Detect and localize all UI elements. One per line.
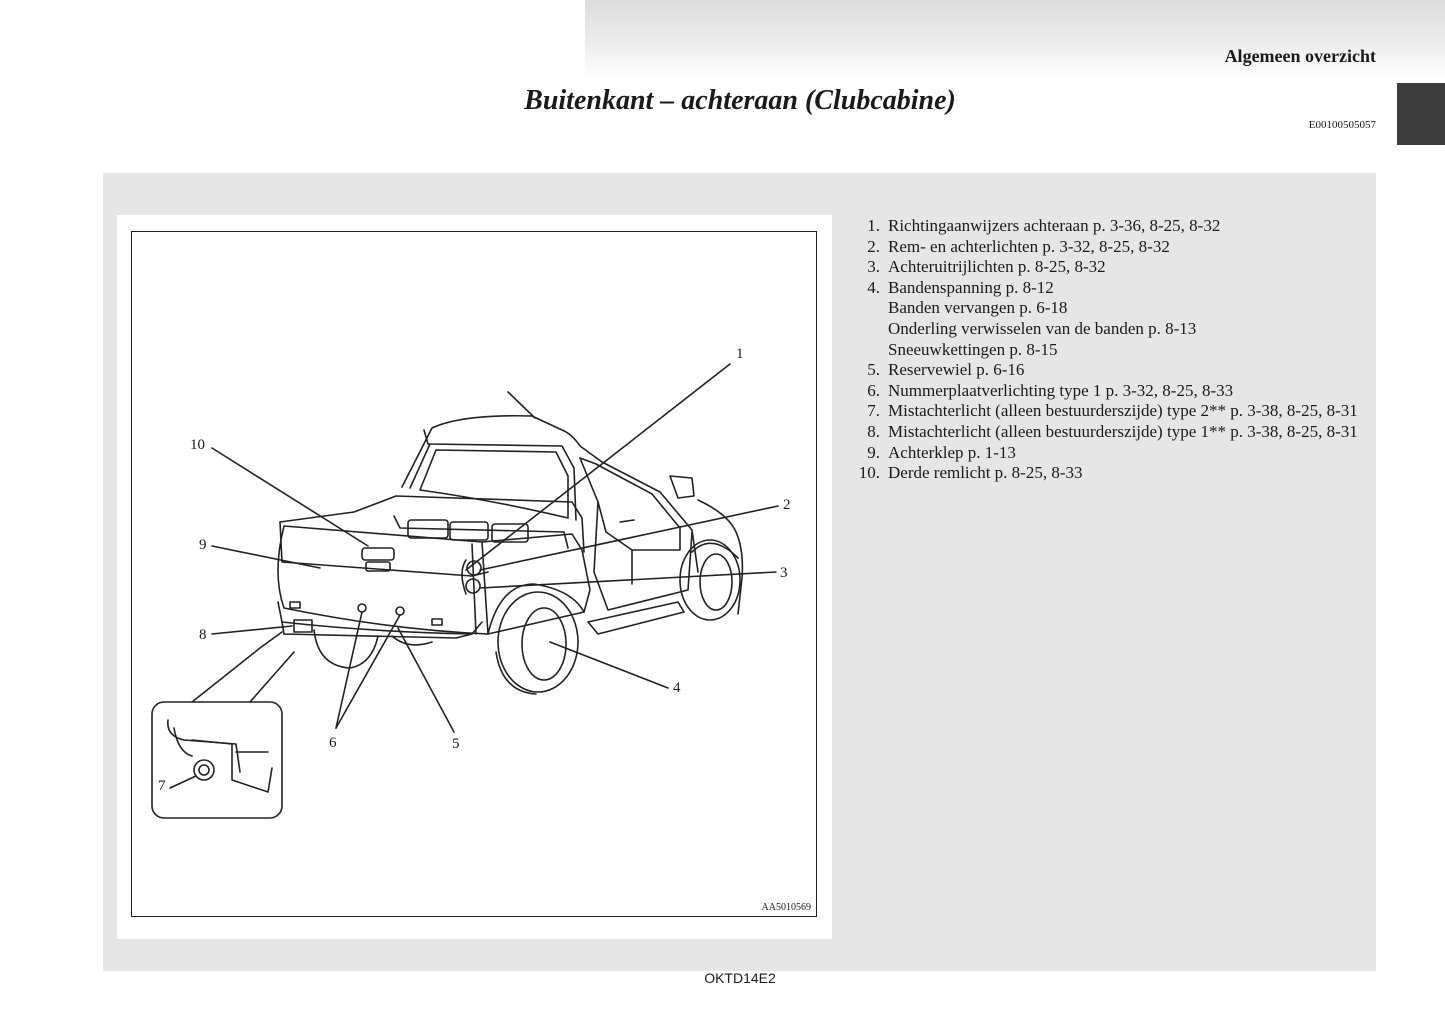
callout-1: 1 [736,346,744,362]
legend-item: 4. Bandenspanning p. 8-12 Banden vervangen p. 6-18 Onderling verwisselen van de banden p. 8-13 Sneeuwkettingen p. 8-15 [867,277,1197,359]
plate-light-left [358,604,366,612]
legend-item: 3. Achteruitrijlichten p. 8-25, 8-32 [867,257,1106,277]
section-label: Algemeen overzicht [1224,46,1376,66]
leader-1 [466,364,730,570]
rear-bumper [278,602,482,634]
plate-light-right [396,607,404,615]
side-mirror [670,476,694,498]
legend-item: 8. Mistachterlicht (alleen bestuurderszijde) type 1** p. 3-38, 8-25, 8-31 [867,421,1358,441]
callout-3: 3 [780,565,788,581]
callout-8: 8 [199,627,207,643]
tailgate-handle [362,548,394,560]
figure-code: AA5010569 [761,902,811,913]
tailgate [278,526,488,634]
leader-7 [170,776,196,788]
antenna [508,392,535,418]
callout-4: 4 [673,680,681,696]
callout-10: 10 [190,437,205,453]
document-code: E00100505057 [1308,119,1376,131]
side-window [580,458,680,550]
legend-item: 7. Mistachterlicht (alleen bestuurderszijde) type 2** p. 3-38, 8-25, 8-31 [867,401,1358,421]
vehicle-illustration [131,231,817,917]
leader-6b [336,615,400,728]
leader-6a [336,612,362,728]
cab-rear [424,430,576,520]
parts-legend [852,216,1362,484]
fog-light [294,620,312,632]
legend-item: 6. Nummerplaatverlichting type 1 p. 3-32, 8-25, 8-33 [867,380,1234,400]
pickup-rear-drawing [132,232,818,918]
callout-9: 9 [199,537,207,553]
leader-9 [212,546,320,568]
legend-item: 1. Richtingaanwijzers achteraan p. 3-36, 8-25, 8-32 [867,216,1221,235]
legend-item: 10. Derde remlicht p. 8-25, 8-33 [858,463,1083,483]
leader-4 [550,642,668,688]
callout-2: 2 [783,497,791,513]
legend-item: 9. Achterklep p. 1-13 [867,442,1016,462]
fog-light-detail [194,760,214,780]
front-fender [698,500,742,614]
page-title: Buitenkant – achteraan (Clubcabine) [524,85,956,116]
legend-item: 5. Reservewiel p. 6-16 [867,360,1025,380]
leader-10 [212,448,368,546]
footer-code: OKTD14E2 [704,970,776,986]
running-board [588,602,684,634]
callout-7: 7 [158,778,166,794]
detail-inset [152,702,282,818]
legend-item: 2. Rem- en achterlichten p. 3-32, 8-25, 8-32 [867,236,1170,256]
callout-5: 5 [452,736,460,752]
bed-side-left [280,496,584,552]
door [594,502,692,610]
callout-6: 6 [329,735,337,751]
